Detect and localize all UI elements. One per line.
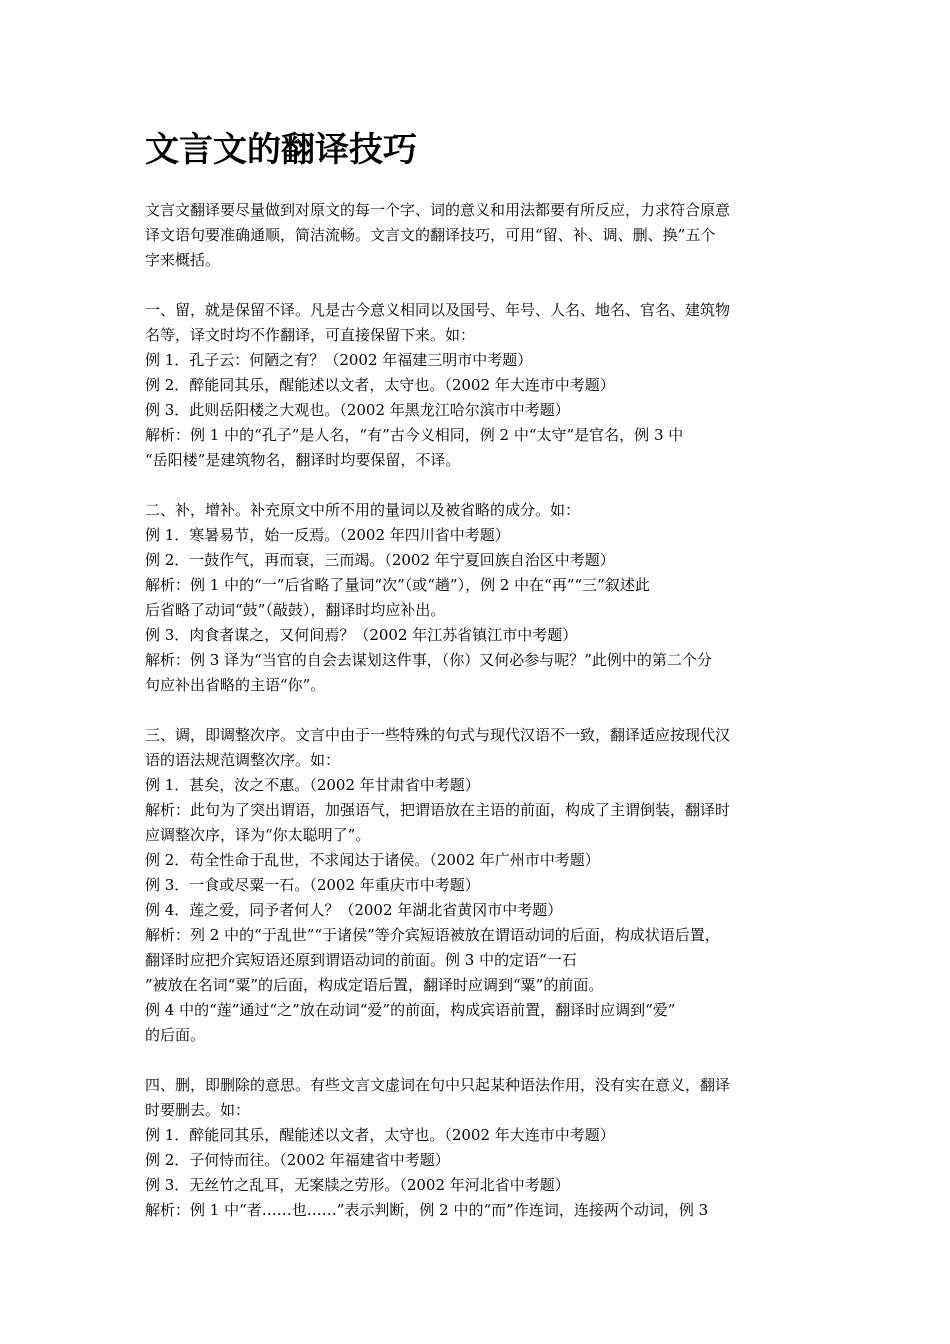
analysis-line: 应调整次序，译为“你太聪明了”。 [145,826,371,844]
analysis-line: 例 4 中的“莲”通过“之”放在动词“爱”的前面，构成宾语前置，翻译时应调到“爱” [145,1001,676,1019]
section-bu [145,498,820,698]
text-line: 字来概括。 [145,251,221,269]
analysis-line: 翻译时应把介宾短语还原到谓语动词的前面。例 3 中的定语“一石 [145,951,577,969]
example-line: 例 2．醉能同其乐，醒能述以文者，太守也。（2002 年大连市中考题） [145,376,615,394]
intro-paragraph [145,198,820,273]
example-line: 例 1．孔子云：何陋之有？（2002 年福建三明市中考题） [145,351,533,369]
section-tiao [145,723,820,1048]
text-line: 名等，译文时均不作翻译，可直接保留下来。如： [145,326,476,344]
section-heading: 四、删，即删除的意思。有些文言文虚词在句中只起某种语法作用，没有实在意义，翻译 [145,1076,731,1094]
text-line: 文言文翻译要尽量做到对原文的每一个字、词的意义和用法都要有所反应，力求符合原意 [145,201,731,219]
example-line: 例 2．子何恃而往。（2002 年福建省中考题） [145,1151,450,1169]
example-line: 例 4．莲之爱，同予者何人？（2002 年湖北省黄冈市中考题） [145,901,563,919]
section-heading: 二、补，增补。补充原文中所不用的量词以及被省略的成分。如： [145,501,581,519]
example-line: 例 3．此则岳阳楼之大观也。（2002 年黑龙江哈尔滨市中考题） [145,401,570,419]
analysis-line: 解析：例 1 中的“孔子”是人名，“有”古今义相同，例 2 中“太守”是官名，例 3 中 [145,426,684,444]
page-title: 文言文的翻译技巧 [145,130,417,170]
text-line: 时要删去。如： [145,1101,251,1119]
analysis-line: 解析：例 3 译为“当官的自会去谋划这件事，（你）又何必参与呢？”此例中的第二个分 [145,651,712,669]
example-line: 例 1．醉能同其乐，醒能述以文者，太守也。（2002 年大连市中考题） [145,1126,615,1144]
analysis-line: 句应补出省略的主语“你”。 [145,676,326,694]
example-line: 例 3．无丝竹之乱耳，无案牍之劳形。（2002 年河北省中考题） [145,1176,570,1194]
analysis-line: 后省略了动词“鼓”（敲鼓），翻译时均应补出。 [145,601,446,619]
example-line: 例 2．一鼓作气，再而衰，三而竭。（2002 年宁夏回族自治区中考题） [145,551,615,569]
analysis-line: 解析：例 1 中“者……也……”表示判断，例 2 中的“而”作连词，连接两个动词，例 3 [145,1201,709,1219]
example-line: 例 2．苟全性命于乱世，不求闻达于诸侯。（2002 年广州市中考题） [145,851,600,869]
analysis-line: ”被放在名词“粟”的后面，构成定语后置，翻译时应调到“粟”的前面。 [145,976,604,994]
example-line: 例 3．肉食者谋之，又何间焉？（2002 年江苏省镇江市中考题） [145,626,578,644]
text-line: 译文语句要准确通顺，简洁流畅。文言文的翻译技巧，可用“留、补、调、删、换”五个 [145,226,716,244]
document-body [145,198,820,1223]
analysis-line: “岳阳楼”是建筑物名，翻译时均要保留，不译。 [145,451,461,469]
analysis-line: 解析：例 1 中的“一”后省略了量词“次”（或“趟”），例 2 中在“再”“三”叙述此 [145,576,650,594]
analysis-line: 解析：列 2 中的“于乱世”“于诸侯”等介宾短语被放在谓语动词的后面，构成状语后置， [145,926,720,944]
example-line: 例 1．寒暑易节，始一反焉。（2002 年四川省中考题） [145,526,510,544]
section-heading: 一、留，就是保留不译。凡是古今意义相同以及国号、年号、人名、地名、官名、建筑物 [145,301,731,319]
example-line: 例 1．甚矣，汝之不惠。（2002 年甘肃省中考题） [145,776,480,794]
analysis-line: 解析：此句为了突出谓语，加强语气，把谓语放在主语的前面，构成了主谓倒装，翻译时 [145,801,731,819]
section-shan [145,1073,820,1223]
section-heading: 三、调，即调整次序。文言中由于一些特殊的句式与现代汉语不一致，翻译适应按现代汉 [145,726,731,744]
analysis-line: 的后面。 [145,1026,206,1044]
example-line: 例 3．一食或尽粟一石。（2002 年重庆市中考题） [145,876,480,894]
section-liu [145,298,820,473]
text-line: 语的语法规范调整次序。如： [145,751,341,769]
